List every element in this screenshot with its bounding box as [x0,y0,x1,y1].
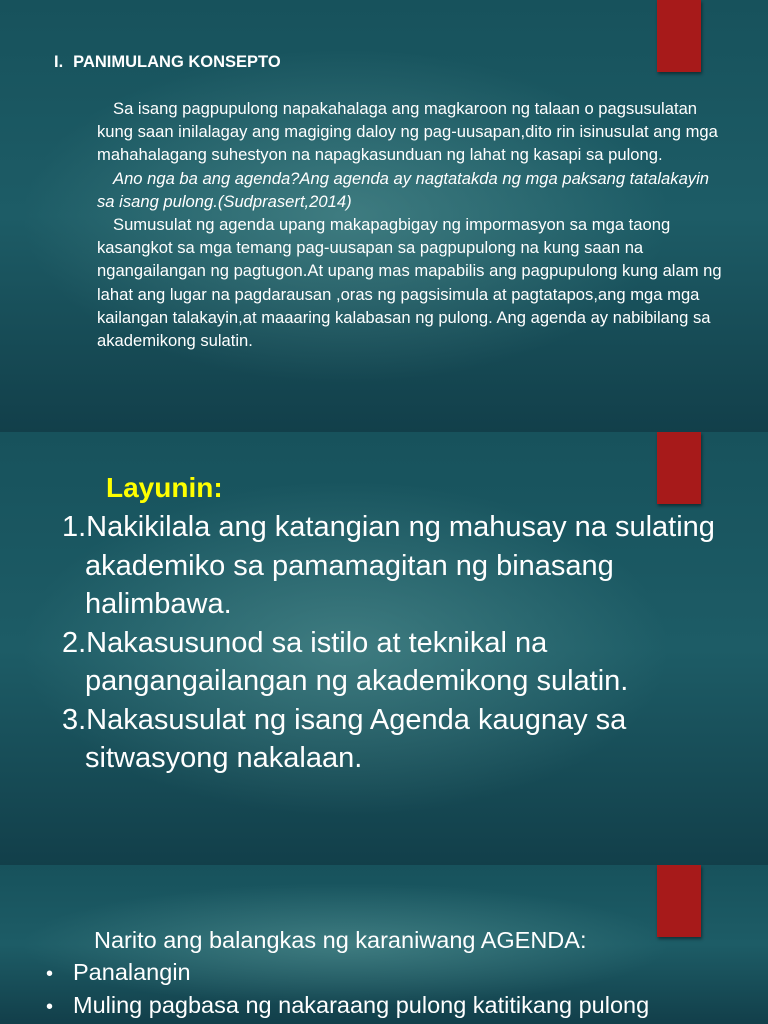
paragraph-definition-text: Ano nga ba ang agenda?Ang agenda ay nagtatakda ng mga paksang tatalakayin sa isang pulong.(Sudprasert,2014) [97,168,710,211]
list-item [46,957,746,990]
objective-item: 3.Nakasusulat ng isang Agenda kaugnay sa sitwasyong nakalaan. [62,703,627,774]
agenda-outline-list [46,957,746,1022]
paragraph-intro-text: Sa isang pagpupulong napakahalaga ang magkaroon ng talaan o pagsusulatan kung saan inilalagay ang magiging daloy ng pag-uusapan,dito rin isinusulat ang mga mahahalagang suhestyon na napagkasunduan ng lahat ng kasapi sa pulong. [97,99,718,165]
objectives-title: Layunin: [106,472,223,503]
agenda-outline-intro: Narito ang balangkas ng karaniwang AGENDA: [94,927,587,953]
concept-body [97,97,727,352]
red-accent-bar [657,0,701,72]
list-item-text: Muling pagbasa ng nakaraang pulong katitikang pulong [73,991,650,1018]
bullet-icon: • [46,963,54,985]
slide-balangkas-agenda [0,865,768,1024]
bullet-icon: • [46,995,54,1018]
paragraph-purpose [97,213,727,352]
paragraph-purpose-text: Sumusulat ng agenda upang makapagbigay ng impormasyon sa mga taong kasangkot sa mga temang pag-uusapan sa pagpupulong na kung saan na ngangailangan ng pagtugon.At upang mas mapabilis ang pagpupulong kung alam ng lahat ang lugar na pagdarausan ,oras ng pagsisimula at pagtatapos,ang mga mga kailangan talakayin,at maaaring kalabasan ng pulong. Ang agenda ay nabibilang sa akademikong sulatin. [97,215,722,351]
paragraph-definition [97,167,727,213]
slide-layunin [0,432,768,865]
objectives-list [62,508,732,778]
heading-text: PANIMULANG KONSEPTO [73,53,281,71]
objective-item: 2.Nakasusunod sa istilo at teknikal na pangangailangan ng akademikong sulatin. [62,626,629,697]
slide-panimulang-konsepto [0,0,768,432]
section-heading [54,53,281,72]
objective-item: 1.Nakikilala ang katangian ng mahusay na sulating akademiko sa pamamagitan ng binasang halimbawa. [62,511,715,620]
list-item-text: Panalangin [73,959,191,985]
list-item [46,990,746,1023]
paragraph-intro [97,97,727,167]
red-accent-bar [657,865,701,937]
red-accent-bar [657,432,701,504]
heading-number: I. [54,53,64,71]
